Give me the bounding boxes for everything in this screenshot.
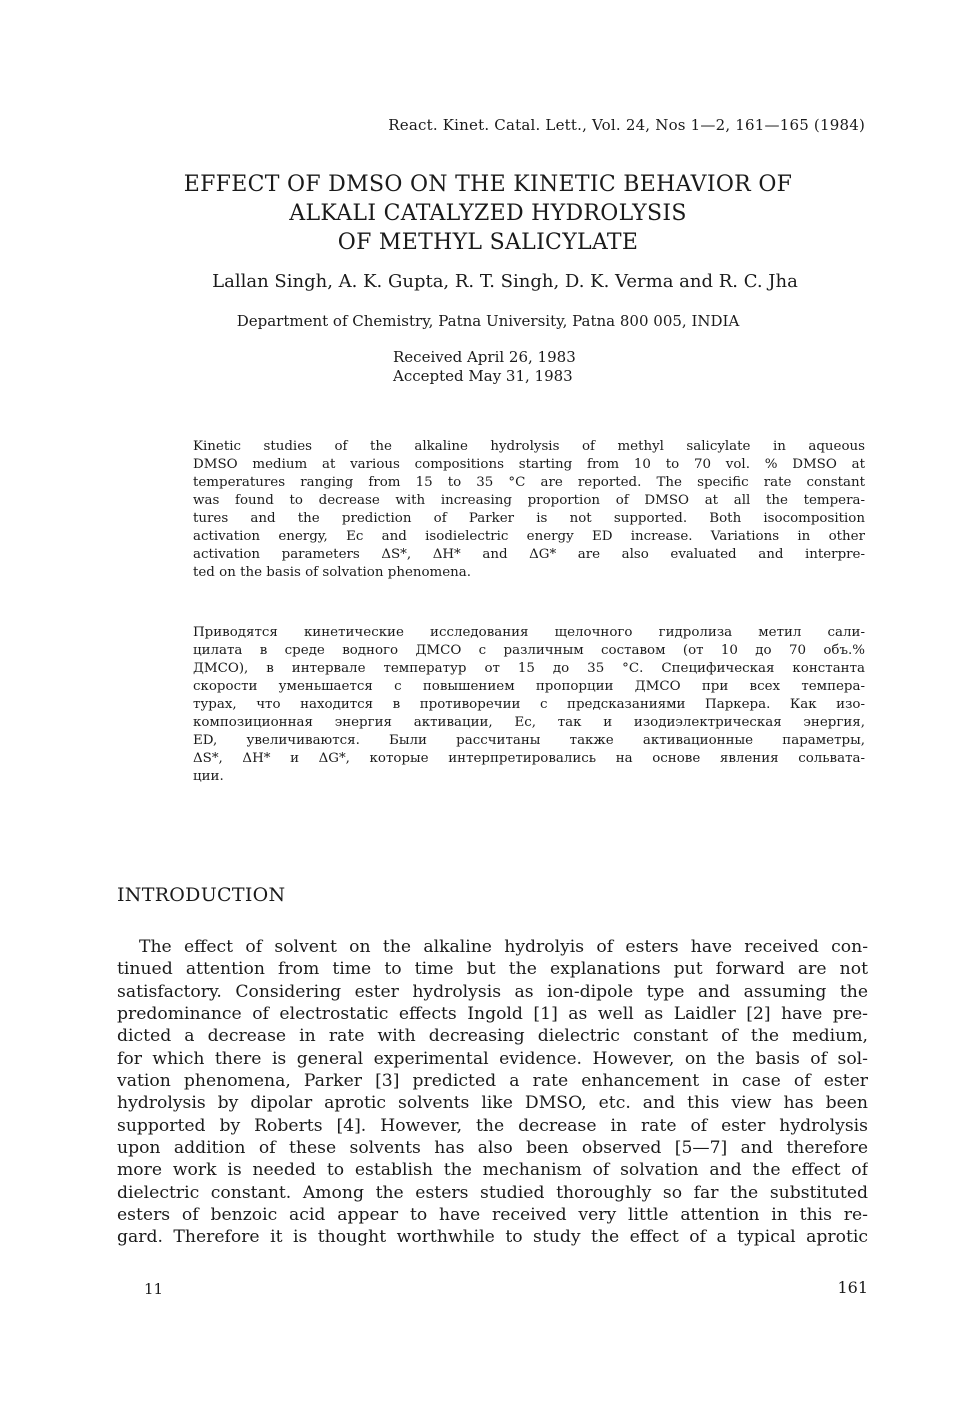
body-line: dielectric constant. Among the esters studied thoroughly so far the substituted	[117, 1182, 868, 1203]
abstract-line: activation energy, Ec and isodielectric energy ED increase. Variations in other	[193, 529, 865, 544]
abstract-line: ΔS*, ΔH* и ΔG*, которые интерпретировались на основе явления сольвата-	[193, 751, 865, 766]
signature-mark: 11	[144, 1280, 164, 1298]
abstract-line: ted on the basis of solvation phenomena.	[193, 565, 472, 580]
body-line: upon addition of these solvents has also been observed [5—7] and therefore	[117, 1138, 868, 1159]
body-line: dicted a decrease in rate with decreasing dielectric constant of the medium,	[117, 1026, 868, 1047]
submission-dates	[393, 348, 576, 386]
paper-title	[80, 170, 896, 257]
abstract-line: цилата в среде водного ДМСО с различным составом (от 10 до 70 объ.%	[193, 643, 865, 658]
journal-citation: React. Kinet. Catal. Lett., Vol. 24, Nos 1—2, 161—165 (1984)	[388, 116, 865, 134]
abstract-line: tures and the prediction of Parker is not supported. Both isocomposition	[193, 511, 865, 526]
introduction-body	[117, 936, 868, 1249]
body-line: hydrolysis by dipolar aprotic solvents like DMSO, etc. and this view has been	[117, 1093, 868, 1114]
author-list: Lallan Singh, A. K. Gupta, R. T. Singh, D. K. Verma and R. C. Jha	[212, 271, 798, 292]
abstract-line: композиционная энергия активации, Ec, так и изодиэлектрическая энергия,	[193, 715, 865, 730]
abstract-line: скорости уменьшается с повышением пропорции ДМСО при всех темпера-	[193, 679, 865, 694]
abstract-line: Приводятся кинетические исследования щелочного гидролиза метил сали-	[193, 625, 865, 640]
body-line: satisfactory. Considering ester hydrolysis as ion-dipole type and assuming the	[117, 981, 868, 1002]
abstract-russian	[193, 624, 865, 786]
affiliation: Department of Chemistry, Patna University, Patna 800 005, INDIA	[236, 312, 740, 330]
abstract-english	[193, 438, 865, 582]
title-line: ALKALI CATALYZED HYDROLYSIS	[289, 201, 687, 226]
body-line: tinued attention from time to time but the explanations put forward are not	[117, 959, 868, 980]
body-line: The effect of solvent on the alkaline hydrolyis of esters have received con-	[139, 937, 868, 957]
page-number: 161	[837, 1278, 868, 1297]
abstract-line: ДМСО), в интервале температур от 15 до 35 °С. Специфическая константа	[193, 661, 865, 676]
abstract-line: ции.	[193, 769, 224, 784]
abstract-line: Kinetic studies of the alkaline hydrolysis of methyl salicylate in aqueous	[193, 439, 865, 454]
body-line: vation phenomena, Parker [3] predicted a rate enhancement in case of ester	[117, 1071, 868, 1092]
title-line: EFFECT OF DMSO ON THE KINETIC BEHAVIOR OF	[183, 172, 793, 197]
section-heading-introduction: INTRODUCTION	[117, 884, 286, 906]
body-line: gard. Therefore it is thought worthwhile to study the effect of a typical aprotic	[117, 1227, 868, 1248]
abstract-line: was found to decrease with increasing proportion of DMSO at all the tempera-	[193, 493, 865, 508]
received-date: Received April 26, 1983	[393, 348, 576, 366]
abstract-line: DMSO medium at various compositions starting from 10 to 70 vol. % DMSO at	[193, 457, 865, 472]
abstract-line: activation parameters ΔS*, ΔH* and ΔG* are also evaluated and interpre-	[193, 547, 865, 562]
accepted-date: Accepted May 31, 1983	[393, 367, 573, 385]
abstract-line: ED, увеличиваются. Были рассчитаны также активационные параметры,	[193, 733, 865, 748]
title-line: OF METHYL SALICYLATE	[337, 230, 639, 255]
abstract-line: temperatures ranging from 15 to 35 °C are reported. The specific rate constant	[193, 475, 865, 490]
body-line: predominance of electrostatic effects Ingold [1] as well as Laidler [2] have pre-	[117, 1004, 868, 1025]
body-line: esters of benzoic acid appear to have received very little attention in this re-	[117, 1205, 868, 1226]
body-line: more work is needed to establish the mechanism of solvation and the effect of	[117, 1160, 868, 1181]
abstract-line: турах, что находится в противоречии с предсказаниями Паркера. Как изо-	[193, 697, 865, 712]
body-line: supported by Roberts [4]. However, the decrease in rate of ester hydrolysis	[117, 1115, 868, 1136]
body-line: for which there is general experimental evidence. However, on the basis of sol-	[117, 1048, 868, 1069]
